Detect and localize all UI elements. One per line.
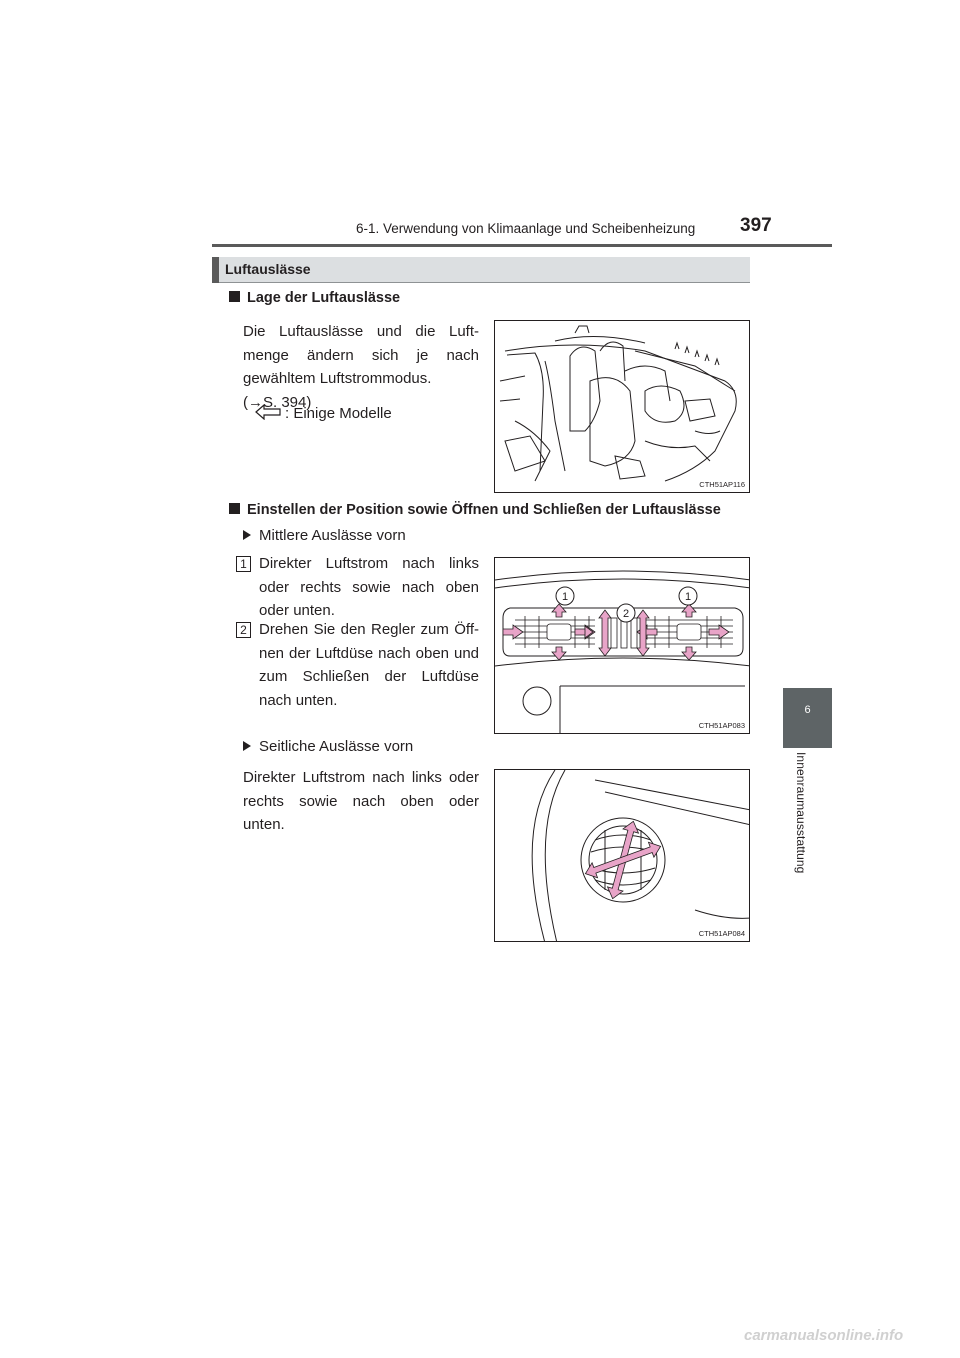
- callout-1b: 1: [684, 591, 692, 603]
- bullet-mittlere: [243, 527, 406, 544]
- item-number-2: 2: [236, 622, 251, 638]
- para-line: Drehen Sie den Regler zum Öff-: [259, 621, 479, 638]
- bullet-seitliche-text: Seitliche Auslässe vorn: [259, 738, 414, 755]
- side-vent-figure: [494, 769, 750, 942]
- paragraph-item-1: [259, 552, 479, 623]
- section-bar: [212, 257, 750, 283]
- subheading-einstellen-text: Einstellen der Position sowie Öffnen und Schließen der Luftauslässe: [247, 502, 721, 518]
- bullet-mittlere-text: Mittlere Auslässe vorn: [259, 527, 406, 544]
- center-vents-figure: [494, 557, 750, 734]
- subheading-lage: [229, 290, 400, 306]
- square-bullet-icon: [229, 503, 240, 514]
- para-line: Die Luftauslässe und die Luft-: [243, 323, 479, 340]
- figure-code: CTH51AP083: [698, 721, 745, 730]
- section-bar-accent: [212, 257, 219, 283]
- chapter-tab: [783, 688, 832, 748]
- figure-code: CTH51AP116: [699, 480, 745, 489]
- subheading-lage-text: Lage der Luftauslässe: [247, 290, 401, 306]
- section-title: Luftauslässe: [225, 261, 311, 277]
- square-bullet-icon: [229, 291, 240, 302]
- running-header: 6-1. Verwendung von Klimaanlage und Scheibenheizung: [356, 221, 696, 236]
- para-line: unten.: [243, 816, 285, 833]
- bullet-seitliche: [243, 738, 413, 755]
- para-line: Direkter Luftstrom nach links: [259, 555, 479, 572]
- note-some-models: [255, 404, 392, 424]
- arrow-left-icon: [255, 404, 281, 424]
- para-line: nen der Luftdüse nach oben und: [259, 644, 479, 662]
- page-reference: (→S. 394): [243, 393, 312, 411]
- paragraph-item-2: [259, 618, 479, 712]
- subheading-einstellen: [229, 502, 721, 518]
- center-vents-illustration: [495, 558, 750, 734]
- figure-code: CTH51AP084: [698, 929, 745, 938]
- chapter-label: Innenraumausstattung: [794, 752, 808, 874]
- callout-1a: 1: [561, 591, 569, 603]
- item-number-1: 1: [236, 556, 251, 572]
- cabin-illustration: [495, 321, 750, 493]
- page-number: 397: [740, 215, 772, 236]
- paragraph-lage: [243, 320, 479, 414]
- watermark: carmanualsonline.info: [744, 1327, 904, 1344]
- para-line: menge ändern sich je nach: [243, 346, 479, 364]
- note-text: : Einige Modelle: [285, 404, 392, 422]
- para-line: Direkter Luftstrom nach links oder: [243, 769, 479, 786]
- callout-2: 2: [622, 608, 630, 620]
- para-line: gewähltem Luftstrommodus.: [243, 370, 432, 387]
- side-vent-illustration: [495, 770, 750, 942]
- para-line: zum Schließen der Luftdüse: [259, 668, 479, 685]
- header-divider: [212, 244, 832, 247]
- para-line: nach unten.: [259, 691, 338, 709]
- para-line: oder unten.: [259, 602, 335, 619]
- triangle-bullet-icon: [243, 741, 251, 751]
- para-line: rechts sowie nach oben oder: [243, 792, 479, 810]
- chapter-number: 6: [804, 704, 811, 716]
- cabin-figure: [494, 320, 750, 493]
- para-line: oder rechts sowie nach oben: [259, 578, 479, 596]
- triangle-bullet-icon: [243, 530, 251, 540]
- paragraph-seitliche: [243, 766, 479, 837]
